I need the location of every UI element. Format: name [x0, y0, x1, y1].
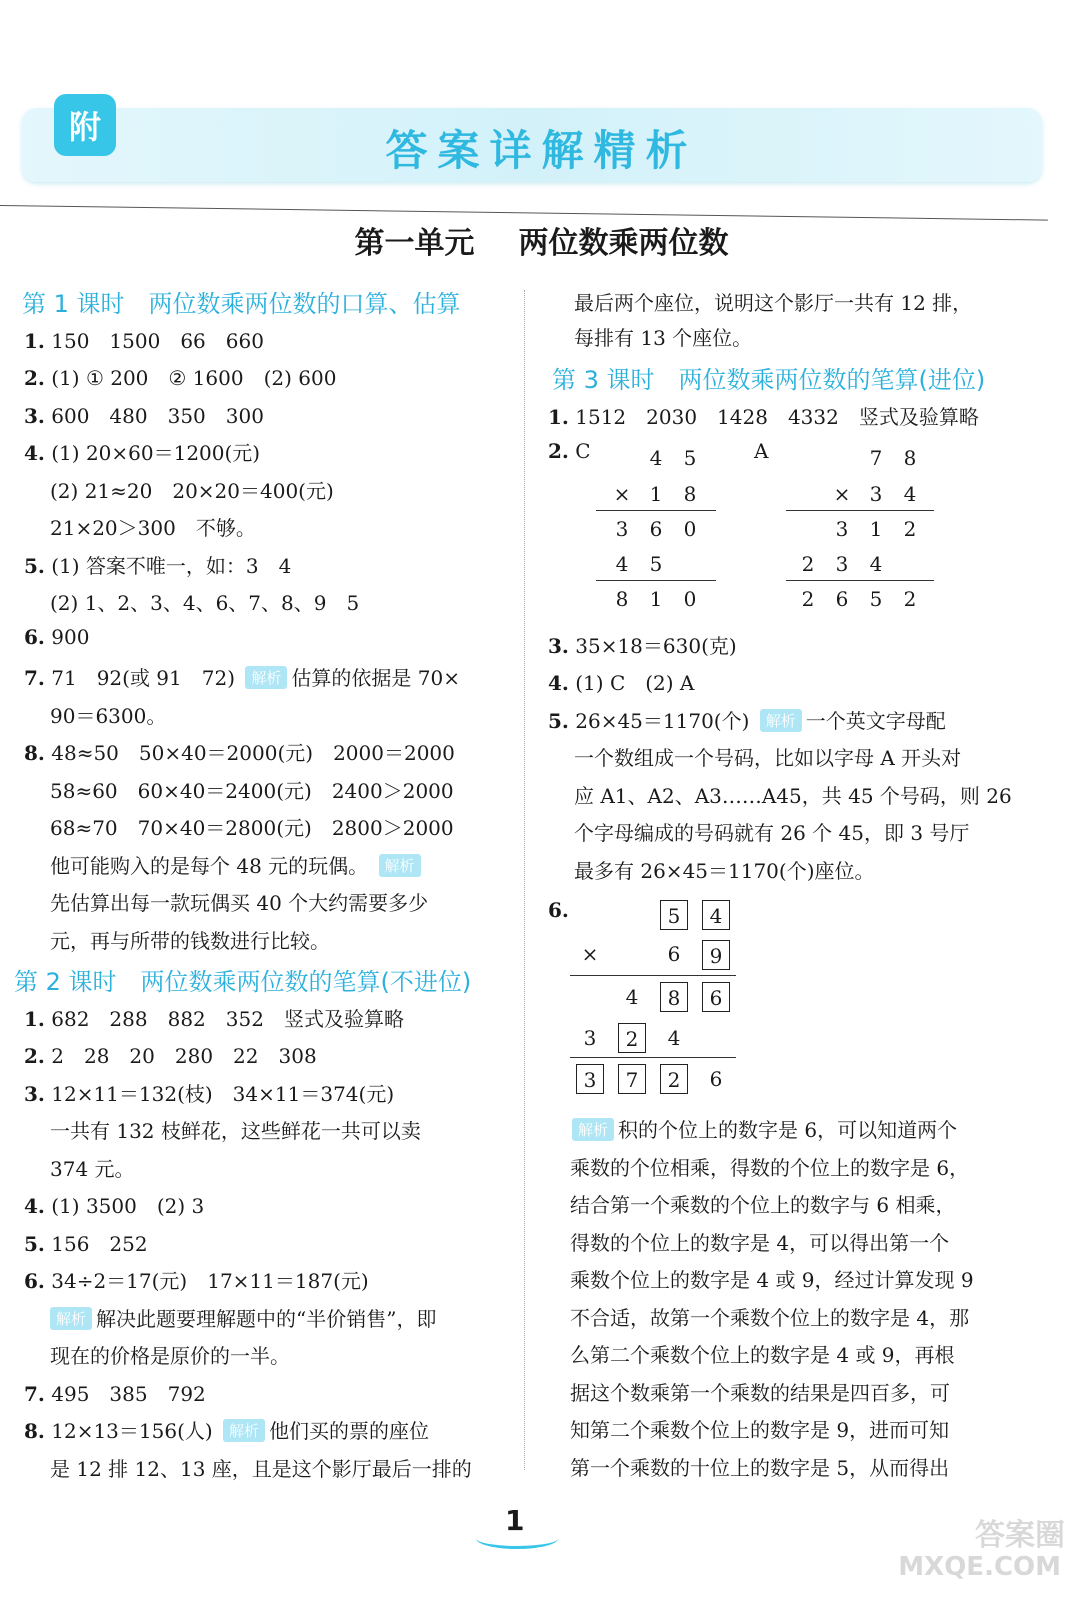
- calc-digit: 4: [903, 482, 917, 506]
- calc-digit: 5: [683, 446, 697, 470]
- analysis-badge: 解析: [572, 1118, 614, 1141]
- answer-line: 最后两个座位，说明这个影厅一共有 12 排，: [574, 291, 973, 315]
- answer-line: A: [754, 439, 769, 463]
- answer-line: 8. 48≈50 50×40＝2000(元) 2000＝2000: [24, 741, 455, 765]
- answer-line: 2. C: [548, 439, 591, 463]
- answer-line: 58≈60 60×40＝2400(元) 2400＞2000: [50, 779, 454, 803]
- answer-line: 6.: [548, 898, 569, 922]
- answer-line: 每排有 13 个座位。: [574, 326, 753, 350]
- answer-line: 一共有 132 枝鲜花，这些鲜花一共可以卖: [50, 1119, 421, 1143]
- answer-box: 4: [702, 900, 730, 930]
- answer-line: 1. 1512 2030 1428 4332 竖式及验算略: [548, 405, 979, 429]
- calc-digit: 3: [835, 552, 849, 576]
- explanation-line: 据这个数乘第一个乘数的结果是四百多，可: [570, 1381, 950, 1405]
- calc-digit: 8: [683, 482, 697, 506]
- calc-digit: 2: [801, 587, 815, 611]
- answer-line: 6. 34÷2＝17(元) 17×11＝187(元): [24, 1269, 369, 1293]
- calc-digit: 3: [835, 517, 849, 541]
- answer-line: 一个数组成一个号码，比如以字母 A 开头对: [574, 746, 962, 770]
- answer-line: 21×20＞300 不够。: [50, 516, 256, 540]
- section-3-title: 第 3 课时 两位数乘两位数的笔算(进位): [552, 366, 986, 394]
- answer-line: 4. (1) 20×60＝1200(元): [24, 441, 261, 465]
- calc-digit: 3: [615, 517, 629, 541]
- answer-line: 3. 35×18＝630(克): [548, 634, 737, 658]
- calc-digit: 1: [649, 482, 663, 506]
- explanation-line: 不合适，故第一个乘数个位上的数字是 4，那: [570, 1306, 970, 1330]
- answer-box: 6: [702, 982, 730, 1012]
- page-title: 答案详解精析: [385, 126, 698, 175]
- answer-line: 5. (1) 答案不唯一，如：3 4: [24, 554, 292, 578]
- analysis-badge: 解析: [223, 1419, 265, 1442]
- unit-title: 第一单元 两位数乘两位数: [354, 226, 729, 261]
- answer-box: 8: [660, 982, 688, 1012]
- answer-line: 7. 71 92(或 91 72) 解析 估算的依据是 70×: [24, 666, 460, 690]
- answer-line: 6. 900: [24, 625, 90, 649]
- calc-digit: 5: [649, 552, 663, 576]
- page-number: 1: [505, 1504, 525, 1537]
- answer-line: 解析 解决此题要理解题中的“半价销售”，即: [46, 1303, 436, 1332]
- answer-line: 5. 156 252: [24, 1232, 148, 1256]
- calc-digit: 0: [683, 587, 697, 611]
- calc-rule: [596, 510, 716, 511]
- section-2-title: 第 2 课时 两位数乘两位数的笔算(不进位): [14, 968, 472, 996]
- calc-digit: 2: [903, 587, 917, 611]
- answer-line: 3. 12×11＝132(枝) 34×11＝374(元): [24, 1082, 395, 1106]
- calc-rule: [570, 1057, 736, 1058]
- explanation-line: 知第二个乘数个位上的数字是 9，进而可知: [570, 1418, 950, 1442]
- answer-line: 最多有 26×45＝1170(个)座位。: [574, 859, 875, 883]
- calc-digit: ×: [833, 482, 851, 506]
- answer-line: 他可能购入的是每个 48 元的玩偶。 解析: [50, 850, 425, 879]
- watermark-url: MXQE.COM: [898, 1552, 1061, 1582]
- calc-digit: 6: [709, 1067, 723, 1091]
- answer-line: 90＝6300。: [50, 704, 167, 728]
- calc-digit: 8: [903, 446, 917, 470]
- answer-line: 3. 600 480 350 300: [24, 404, 264, 428]
- answer-line: 68≈70 70×40＝2800(元) 2800＞2000: [50, 816, 454, 840]
- calc-rule: [570, 975, 736, 976]
- answer-line: 4. (1) 3500 (2) 3: [24, 1194, 205, 1218]
- answer-line: 现在的价格是原价的一半。: [50, 1344, 290, 1368]
- answer-box: 3: [576, 1064, 604, 1094]
- calc-digit: ×: [613, 482, 631, 506]
- answer-line: 1. 682 288 882 352 竖式及验算略: [24, 1007, 404, 1031]
- calc-rule: [786, 510, 934, 511]
- appendix-badge: 附: [54, 94, 116, 156]
- answer-line: (2) 21≈20 20×20＝400(元): [50, 479, 334, 503]
- calc-digit: 1: [869, 517, 883, 541]
- calc-digit: 6: [649, 517, 663, 541]
- calc-digit: 4: [615, 552, 629, 576]
- calc-digit: 2: [801, 552, 815, 576]
- calc-digit: 4: [649, 446, 663, 470]
- analysis-badge: 解析: [245, 666, 287, 689]
- answer-line: (2) 1、2、3、4、6、7、8、9 5: [50, 591, 360, 615]
- calc-digit: 3: [869, 482, 883, 506]
- explanation-line: 第一个乘数的十位上的数字是 5，从而得出: [570, 1456, 950, 1480]
- explanation-line: 乘数的个位相乘，得数的个位上的数字是 6，: [570, 1156, 970, 1180]
- explanation-line: 得数的个位上的数字是 4，可以得出第一个: [570, 1231, 950, 1255]
- answer-line: 1. 150 1500 66 660: [24, 329, 264, 353]
- calc-digit: 4: [625, 985, 639, 1009]
- answer-box: 2: [618, 1023, 646, 1053]
- analysis-badge: 解析: [760, 709, 802, 732]
- calc-digit: 5: [869, 587, 883, 611]
- answer-line: 8. 12×13＝156(人) 解析 他们买的票的座位: [24, 1419, 430, 1443]
- answer-box: 7: [618, 1064, 646, 1094]
- watermark-logo: 答案圈: [975, 1518, 1065, 1553]
- calc-digit: 8: [615, 587, 629, 611]
- answer-line: 是 12 排 12、13 座，且是这个影厅最后一排的: [50, 1457, 472, 1481]
- answer-box: 2: [660, 1064, 688, 1094]
- calc-rule: [786, 580, 934, 581]
- calc-digit: 1: [649, 587, 663, 611]
- analysis-badge: 解析: [50, 1307, 92, 1330]
- calc-digit: 7: [869, 446, 883, 470]
- calc-digit: 3: [583, 1026, 597, 1050]
- explanation-line: 么第二个乘数个位上的数字是 4 或 9，再根: [570, 1343, 955, 1367]
- answer-line: 2. 2 28 20 280 22 308: [24, 1044, 317, 1068]
- answer-line: 2. (1) ① 200 ② 1600 (2) 600: [24, 366, 337, 390]
- calc-digit: 4: [667, 1026, 681, 1050]
- calc-digit: 4: [869, 552, 883, 576]
- calc-digit: 6: [667, 942, 681, 966]
- answer-line: 7. 495 385 792: [24, 1382, 206, 1406]
- answer-line: 应 A1、A2、A3……A45，共 45 个号码，则 26: [574, 784, 1012, 808]
- calc-digit: 0: [683, 517, 697, 541]
- calc-digit: ×: [581, 942, 599, 966]
- answer-line: 先估算出每一款玩偶买 40 个大约需要多少: [50, 891, 429, 915]
- explanation-line: 结合第一个乘数的个位上的数字与 6 相乘，: [570, 1193, 956, 1217]
- calc-digit: 6: [835, 587, 849, 611]
- answer-line: 个字母编成的号码就有 26 个 45，即 3 号厅: [574, 821, 970, 845]
- analysis-badge: 解析: [379, 854, 421, 877]
- calc-rule: [596, 580, 716, 581]
- explanation-line: 乘数个位上的数字是 4 或 9，经过计算发现 9: [570, 1268, 974, 1292]
- answer-box: 5: [660, 900, 688, 930]
- section-1-title: 第 1 课时 两位数乘两位数的口算、估算: [22, 290, 461, 318]
- answer-line: 5. 26×45＝1170(个) 解析 一个英文字母配: [548, 709, 946, 733]
- calc-digit: 2: [903, 517, 917, 541]
- answer-box: 9: [702, 940, 730, 970]
- answer-line: 元，再与所带的钱数进行比较。: [50, 929, 330, 953]
- answer-line: 4. (1) C (2) A: [548, 671, 695, 695]
- column-divider: [524, 290, 525, 1470]
- explanation-line: 解析 积的个位上的数字是 6，可以知道两个: [568, 1114, 957, 1143]
- answer-line: 374 元。: [50, 1157, 135, 1181]
- page-number-swoosh: [476, 1528, 558, 1549]
